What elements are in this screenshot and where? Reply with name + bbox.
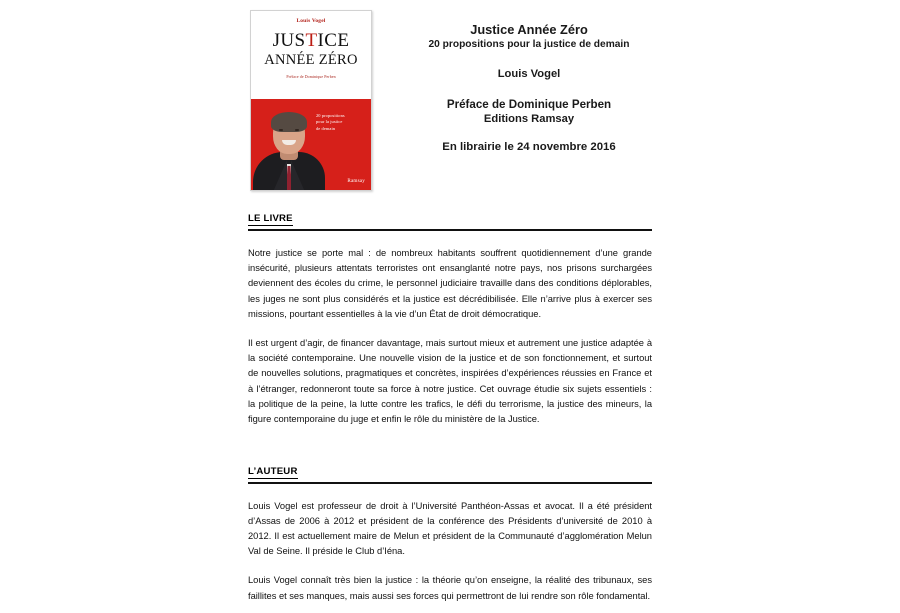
portrait-hair bbox=[271, 112, 307, 132]
header-editions: Editions Ramsay bbox=[483, 113, 575, 125]
book-cover-preface: Préface de Dominique Perben bbox=[286, 75, 336, 79]
document-body bbox=[248, 208, 652, 613]
spacer bbox=[400, 127, 658, 140]
paragraph: Notre justice se porte mal : de nombreux habitants souffrent quotidiennement d’une grande insécurité, plusieurs attentats terroristes ont ensanglanté notre pays, nos prisons surchargées deviennent des écoles du crime, le personnel judiciaire travaille dans des conditions déplorables, les juges ne sont plus considérés et la justice est décrédibilisée. Elle n’arrive plus à exercer ses missions, pourtant essentielles à la vie d’un État de droit démocratique. bbox=[248, 248, 652, 319]
spacer bbox=[248, 437, 652, 461]
book-cover-image bbox=[250, 10, 372, 191]
spacer bbox=[400, 82, 658, 97]
header-text-block bbox=[400, 22, 658, 155]
book-cover-top-panel bbox=[251, 11, 371, 99]
book-cover-author: Louis Vogel bbox=[296, 18, 326, 24]
page-subtitle: 20 propositions pour la justice de demain bbox=[428, 39, 630, 50]
book-cover-title-line2: ANNÉE ZÉRO bbox=[264, 52, 358, 68]
paragraph: Louis Vogel est professeur de droit à l’Université Panthéon-Assas et avocat. Il a été président d’Assas de 2006 à 2012 et président de la conférence des Présidents d’université de 2010 à 2012. Il est actuellement maire de Melun et président de la Communauté d’agglomération Melun Val de Seine. Il préside le Club d’Iéna. bbox=[248, 500, 652, 557]
header-release-date: En librairie le 24 novembre 2016 bbox=[442, 141, 616, 153]
section-le-livre bbox=[248, 208, 652, 427]
book-cover-bottom-panel bbox=[251, 99, 371, 191]
section-divider bbox=[248, 229, 652, 231]
paragraph: Louis Vogel connaît très bien la justice : la théorie qu’on enseigne, la réalité des tribunaux, ses faillites et ses manques, mais aussi ses forces qui permettront de lui rendre son rôle fondamental. bbox=[248, 575, 652, 601]
portrait-eye-right bbox=[295, 129, 299, 132]
section-l-auteur bbox=[248, 461, 652, 604]
header-region bbox=[0, 0, 900, 200]
author-portrait bbox=[253, 101, 325, 191]
section-divider bbox=[248, 482, 652, 484]
book-cover-publisher: Ramsay bbox=[347, 178, 365, 184]
scales-of-justice-icon: T bbox=[305, 30, 318, 51]
book-cover-title-jus: JUS bbox=[272, 30, 306, 51]
book-cover-title-ice: ICE bbox=[317, 30, 350, 51]
book-cover-title-line1 bbox=[251, 31, 371, 50]
book-cover-subtitle bbox=[316, 113, 366, 132]
book-cover-subtitle-line1: 20 propositions bbox=[316, 113, 345, 118]
header-author: Louis Vogel bbox=[497, 68, 561, 80]
section-heading: LE LIVRE bbox=[248, 213, 293, 224]
page-title: Justice Année Zéro bbox=[470, 22, 588, 37]
book-cover-subtitle-line2: pour la justice bbox=[316, 119, 343, 125]
section-heading: L’AUTEUR bbox=[248, 465, 298, 477]
paragraph: Il est urgent d’agir, de financer davantage, mais surtout mieux et autrement une justice adaptée à la société contemporaine. Une nouvelle vision de la justice et de son fonctionnement, et surtout de nouvelles solutions, pragmatiques et concrètes, inspirées d’expériences réussies en France et à l’étranger, redonneront toute sa force à notre justice. Cet ouvrage étudie six sujets essentiels : la politique de la peine, la lutte contre les trafics, le défi du terrorisme, la justice des mineurs, la figure contemporaine du juge et enfin le rôle du ministère de la Justice. bbox=[248, 338, 652, 425]
portrait-eye-left bbox=[279, 129, 283, 132]
spacer bbox=[400, 52, 658, 67]
header-preface: Préface de Dominique Perben bbox=[446, 98, 612, 111]
book-cover-subtitle-line3: de demain bbox=[316, 125, 336, 131]
